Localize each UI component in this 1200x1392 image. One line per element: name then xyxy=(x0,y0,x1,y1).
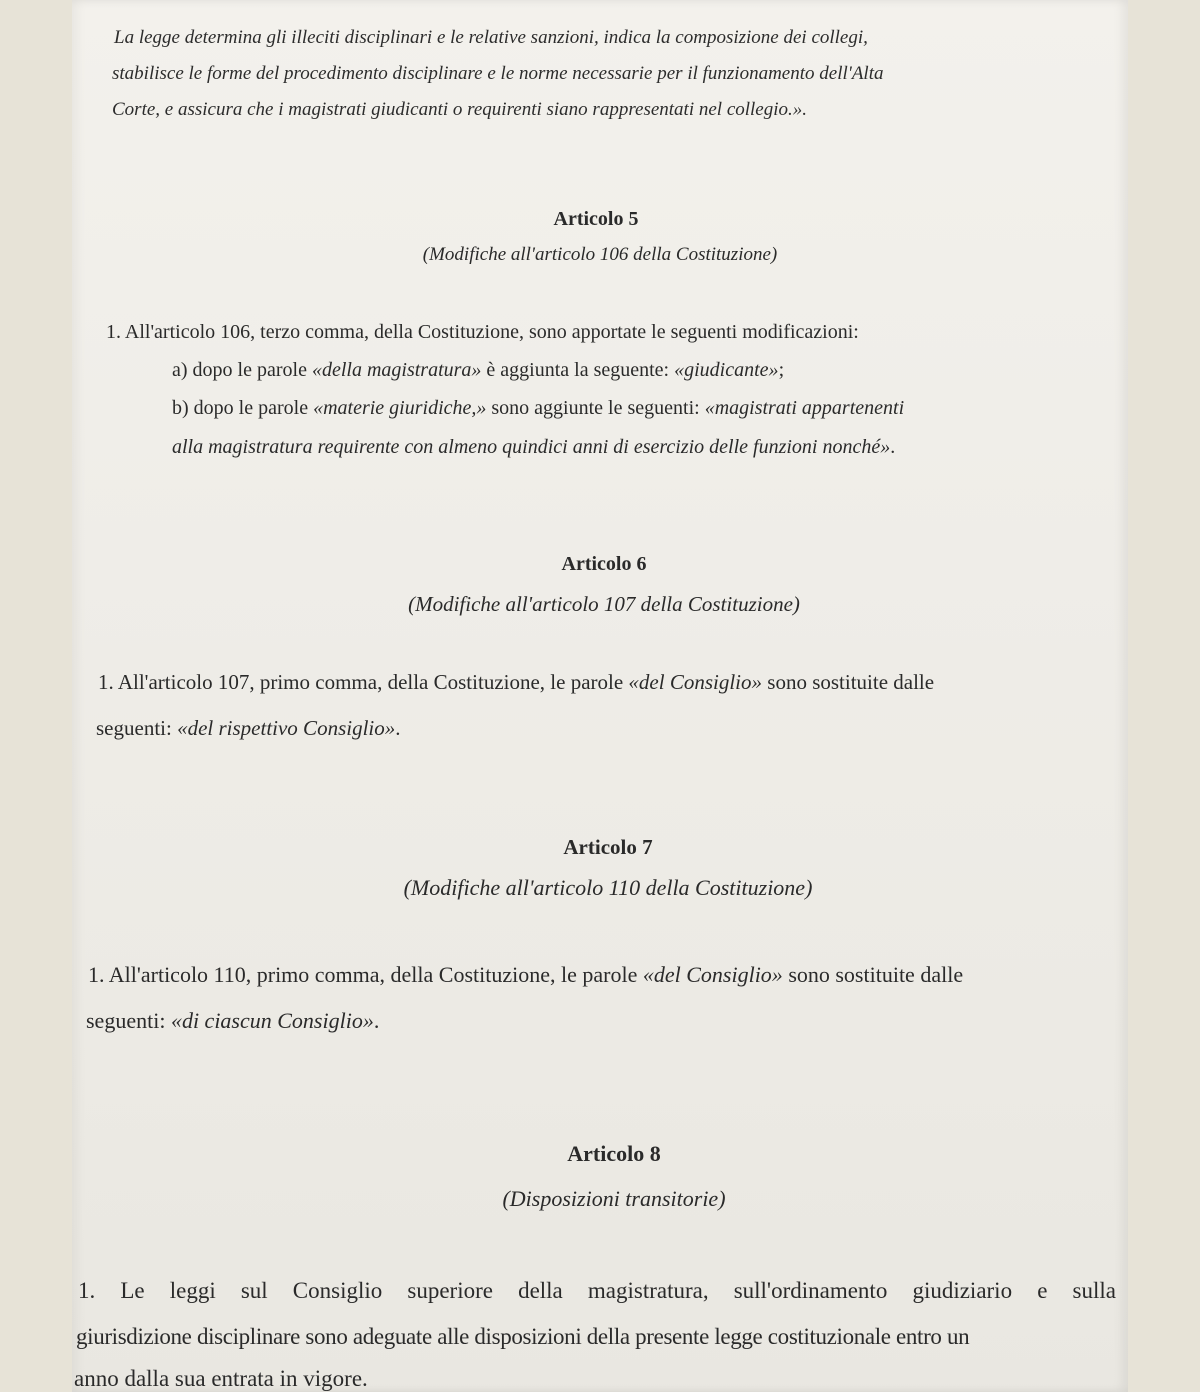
article-5-subtitle: (Modifiche all'articolo 106 della Costituzione) xyxy=(422,244,778,265)
article-7-paragraph-1-continued: seguenti: «di ciascun Consiglio». xyxy=(86,1008,380,1033)
article-8-paragraph-line-3: anno dalla sua entrata in vigore. xyxy=(74,1366,368,1391)
article-7-subtitle: (Modifiche all'articolo 110 della Costituzione) xyxy=(403,875,813,900)
article-8-title: Articolo 8 xyxy=(567,1141,661,1166)
intro-line-3: Corte, e assicura che i magistrati giudicanti o requirenti siano rappresentati nel collegio.». xyxy=(112,99,808,120)
article-7-paragraph-1: 1. All'articolo 110, primo comma, della Costituzione, le parole «del Consiglio» sono sostituite dalle xyxy=(88,962,964,987)
word: 1. xyxy=(78,1278,96,1303)
word: sulla xyxy=(1072,1278,1116,1303)
article-6-subtitle: (Modifiche all'articolo 107 della Costituzione) xyxy=(408,592,800,616)
intro-line-1: La legge determina gli illeciti disciplinari e le relative sanzioni, indica la composizione dei collegi, xyxy=(114,27,868,48)
article-6-paragraph-1: 1. All'articolo 107, primo comma, della Costituzione, le parole «del Consiglio» sono sostituite dalle xyxy=(98,670,935,694)
article-6-paragraph-1-continued: seguenti: «del rispettivo Consiglio». xyxy=(96,716,401,740)
word: e xyxy=(1037,1278,1048,1303)
word: sull'ordinamento xyxy=(733,1278,888,1303)
word: sul xyxy=(240,1278,268,1303)
word: Consiglio xyxy=(292,1278,383,1303)
article-8-subtitle: (Disposizioni transitorie) xyxy=(502,1186,726,1211)
word: superiore xyxy=(407,1278,493,1303)
word: magistratura, xyxy=(587,1278,709,1303)
article-8-paragraph-line-1 xyxy=(78,1278,1116,1304)
word: Le xyxy=(120,1278,145,1303)
word: della xyxy=(518,1278,563,1303)
article-8-paragraph-line-2: giurisdizione disciplinare sono adeguate alle disposizioni della presente legge costituzionale entro un xyxy=(76,1324,970,1349)
article-6-title: Articolo 6 xyxy=(561,553,647,575)
article-5-paragraph-1: 1. All'articolo 106, terzo comma, della Costituzione, sono apportate le seguenti modificazioni: xyxy=(106,321,859,343)
document-page xyxy=(72,0,1128,1392)
article-7-title: Articolo 7 xyxy=(563,835,653,859)
article-5-item-a: a) dopo le parole «della magistratura» è aggiunta la seguente: «giudicante»; xyxy=(172,359,785,381)
word: leggi xyxy=(169,1278,216,1303)
word: giudiziario xyxy=(912,1278,1013,1303)
intro-line-2: stabilisce le forme del procedimento disciplinare e le norme necessarie per il funzionamento dell'Alta xyxy=(112,63,884,84)
article-5-item-b: b) dopo le parole «materie giuridiche,» sono aggiunte le seguenti: «magistrati appartenenti xyxy=(172,397,905,419)
article-5-item-b-continued: alla magistratura requirente con almeno quindici anni di esercizio delle funzioni nonché». xyxy=(172,436,896,458)
article-5-title: Articolo 5 xyxy=(553,208,639,230)
